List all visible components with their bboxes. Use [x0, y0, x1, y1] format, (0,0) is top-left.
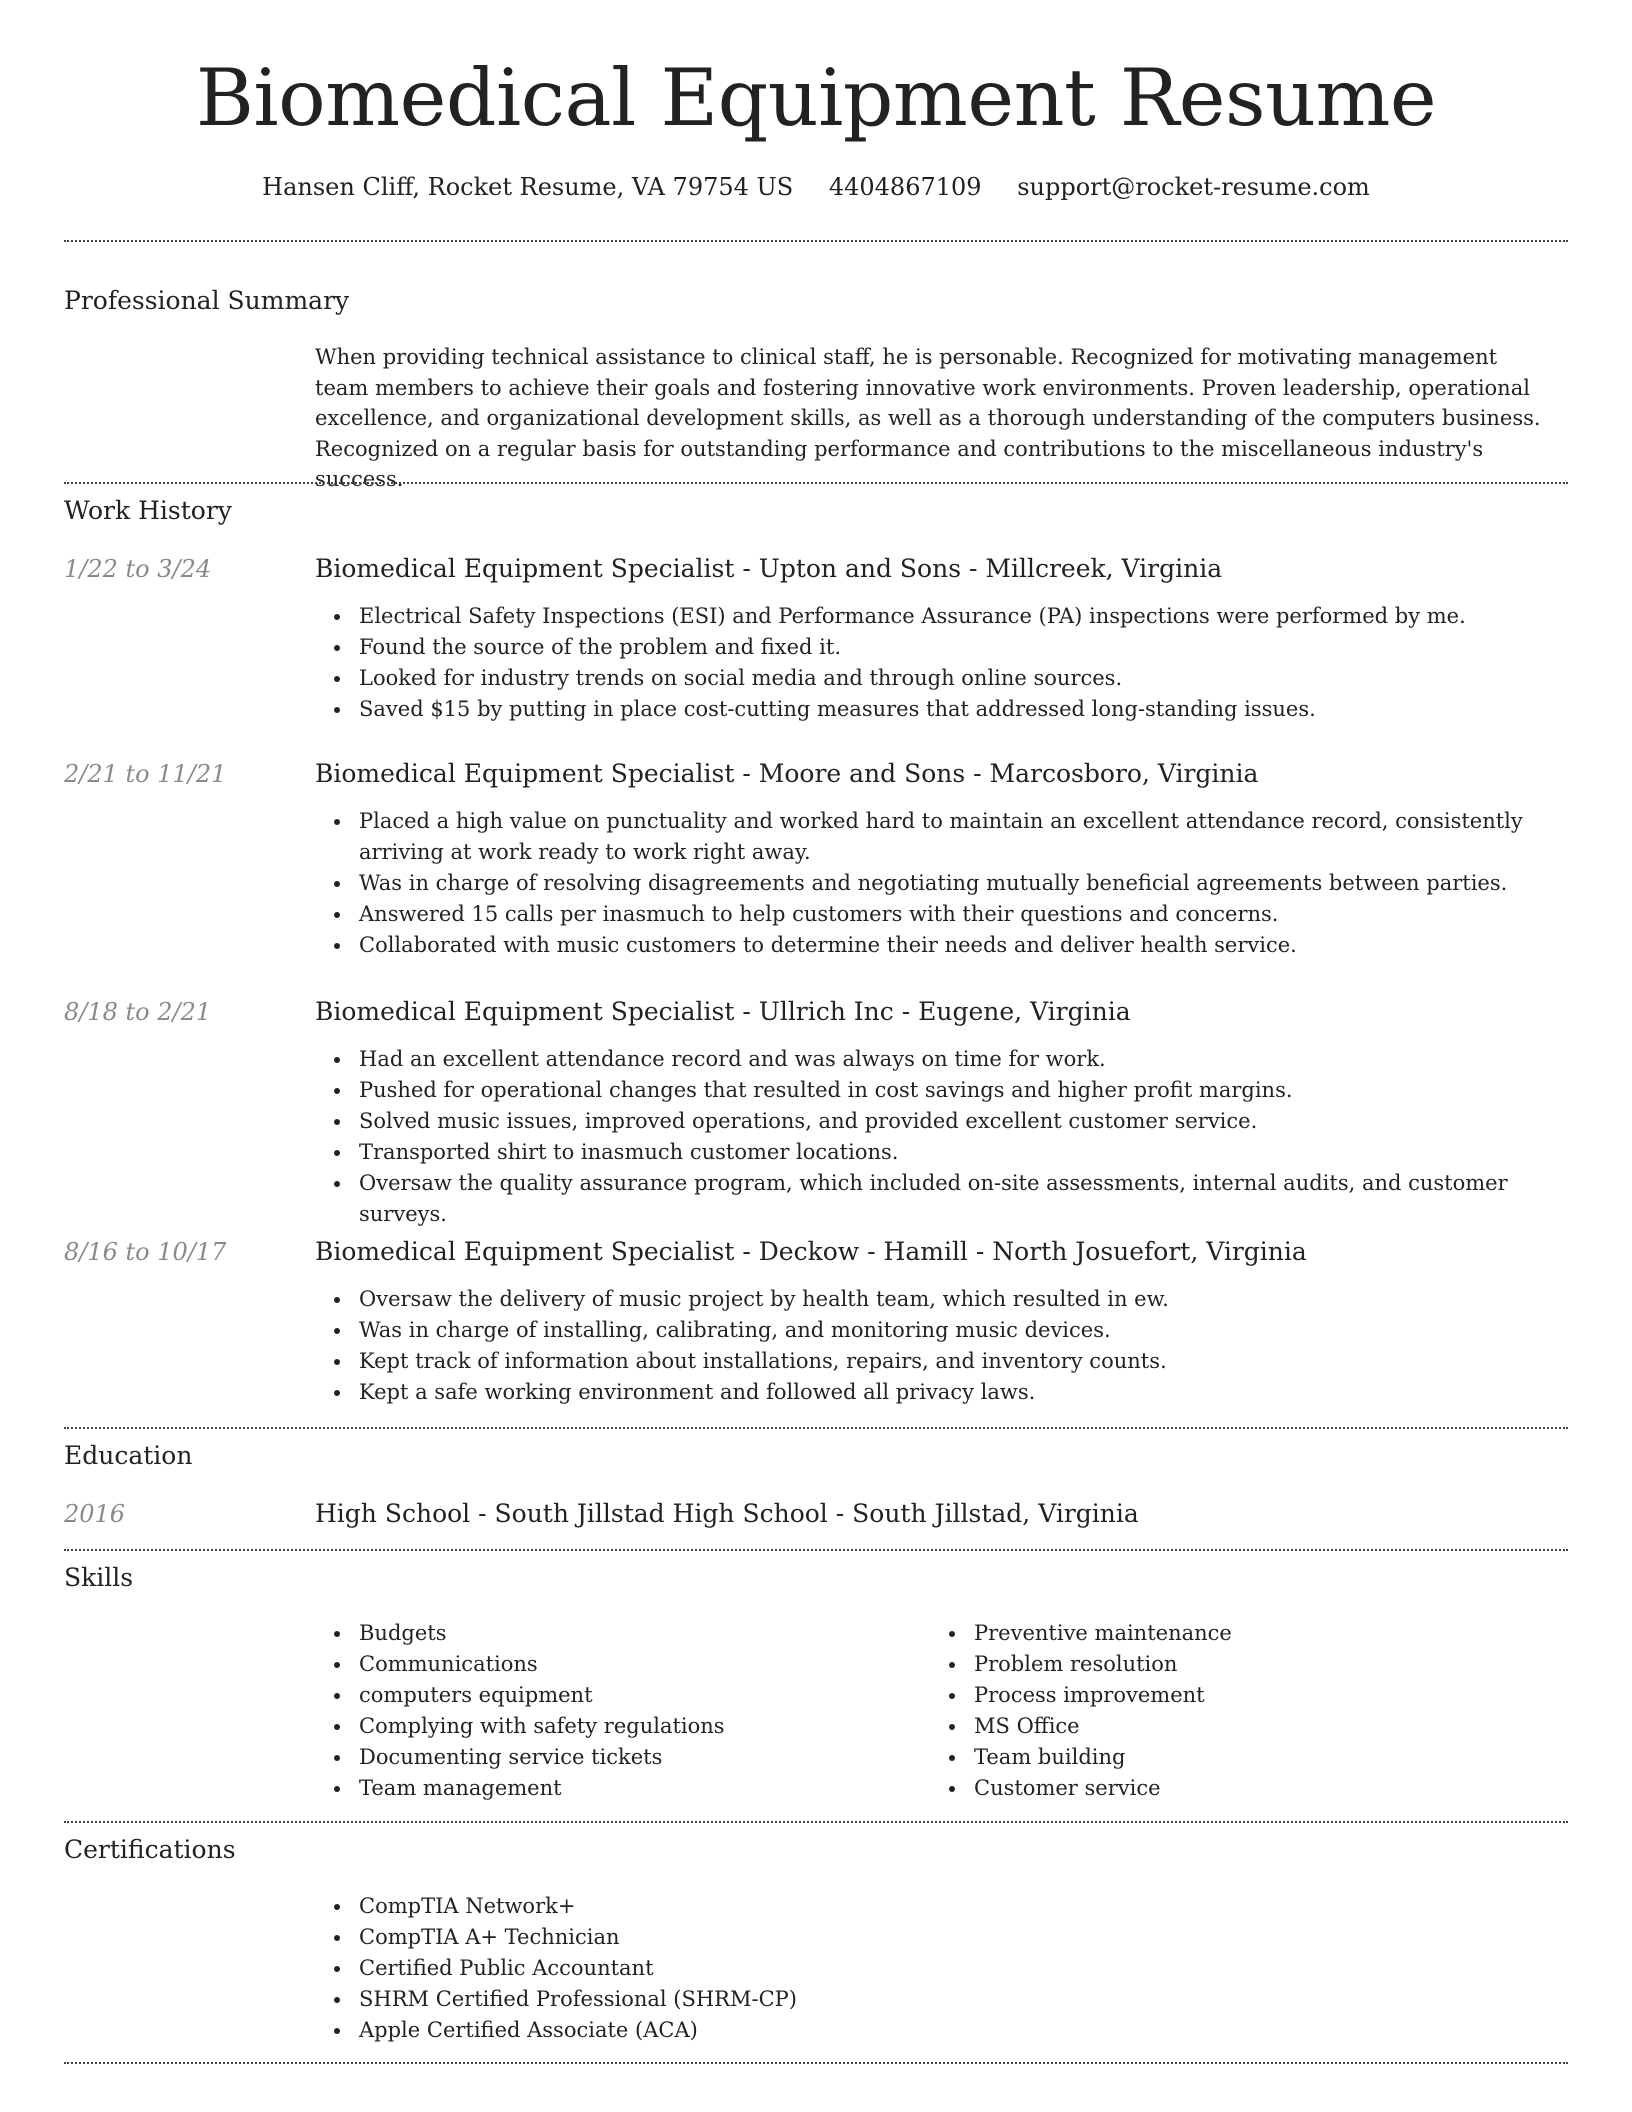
list-item: Preventive maintenance — [974, 1618, 1574, 1649]
section-title-work: Work History — [64, 496, 232, 525]
list-item: Answered 15 calls per inasmuch to help customers with their questions and concerns. — [359, 899, 1559, 930]
list-item: Team management — [359, 1773, 959, 1804]
list-item: Customer service — [974, 1773, 1574, 1804]
skills-list-right — [974, 1618, 1574, 1804]
certifications-list — [359, 1891, 959, 2046]
list-item: Electrical Safety Inspections (ESI) and Performance Assurance (PA) inspections were performed by me. — [359, 601, 1559, 632]
job-title: Biomedical Equipment Specialist - Upton and Sons - Millcreek, Virginia — [315, 554, 1223, 583]
list-item: Process improvement — [974, 1680, 1574, 1711]
list-item: Oversaw the delivery of music project by health team, which resulted in ew. — [359, 1284, 1559, 1315]
contact-line — [0, 170, 1632, 204]
list-item: Budgets — [359, 1618, 959, 1649]
list-item: Kept a safe working environment and followed all privacy laws. — [359, 1377, 1559, 1408]
job-dates: 1/22 to 3/24 — [64, 555, 212, 583]
list-item: Kept track of information about installations, repairs, and inventory counts. — [359, 1346, 1559, 1377]
list-item: Was in charge of resolving disagreements and negotiating mutually beneficial agreements between parties. — [359, 868, 1559, 899]
list-item: Placed a high value on punctuality and worked hard to maintain an excellent attendance record, consistently arriving at work ready to work right away. — [359, 806, 1559, 868]
skills-list-left — [359, 1618, 959, 1804]
job-dates: 8/16 to 10/17 — [64, 1238, 227, 1266]
contact-phone: 4404867109 — [828, 173, 982, 201]
list-item: Documenting service tickets — [359, 1742, 959, 1773]
list-item: Pushed for operational changes that resulted in cost savings and higher profit margins. — [359, 1075, 1559, 1106]
job-bullets — [359, 1284, 1559, 1408]
list-item: Problem resolution — [974, 1649, 1574, 1680]
education-title: High School - South Jillstad High School - South Jillstad, Virginia — [315, 1499, 1139, 1528]
job-dates: 8/18 to 2/21 — [64, 998, 212, 1026]
list-item: Had an excellent attendance record and was always on time for work. — [359, 1044, 1559, 1075]
list-item: Complying with safety regulations — [359, 1711, 959, 1742]
summary-text: When providing technical assistance to clinical staff, he is personable. Recognized for motivating management team members to achieve their goals and fostering innovative work environments. Proven leadership, operational excellence, and organizational development skills, as well as a thorough understanding of the computers business. Recognized on a regular basis for outstanding performance and contributions to the miscellaneous industry's success. — [315, 345, 1541, 491]
job-title: Biomedical Equipment Specialist - Ullrich Inc - Eugene, Virginia — [315, 997, 1131, 1026]
list-item: Communications — [359, 1649, 959, 1680]
list-item: Certified Public Accountant — [359, 1953, 959, 1984]
list-item: MS Office — [974, 1711, 1574, 1742]
list-item: Solved music issues, improved operations, and provided excellent customer service. — [359, 1106, 1559, 1137]
job-bullets — [359, 601, 1559, 725]
job-title: Biomedical Equipment Specialist - Moore and Sons - Marcosboro, Virginia — [315, 759, 1259, 788]
divider — [64, 1549, 1568, 1551]
contact-address: Hansen Cliff, Rocket Resume, VA 79754 US — [262, 173, 794, 201]
education-year: 2016 — [64, 1500, 126, 1528]
list-item: CompTIA Network+ — [359, 1891, 959, 1922]
list-item: Transported shirt to inasmuch customer locations. — [359, 1137, 1559, 1168]
job-dates: 2/21 to 11/21 — [64, 760, 227, 788]
resume-title: Biomedical Equipment Resume — [195, 52, 1437, 144]
divider — [64, 2062, 1568, 2064]
divider — [64, 1821, 1568, 1823]
job-bullets — [359, 806, 1559, 961]
job-bullets — [359, 1044, 1559, 1230]
section-title-education: Education — [64, 1441, 193, 1470]
list-item: Team building — [974, 1742, 1574, 1773]
list-item: Found the source of the problem and fixed it. — [359, 632, 1559, 663]
divider — [64, 240, 1568, 242]
list-item: Was in charge of installing, calibrating, and monitoring music devices. — [359, 1315, 1559, 1346]
list-item: Looked for industry trends on social media and through online sources. — [359, 663, 1559, 694]
section-title-summary: Professional Summary — [64, 286, 350, 315]
section-title-skills: Skills — [64, 1563, 134, 1592]
section-title-certifications: Certifications — [64, 1835, 236, 1864]
list-item: CompTIA A+ Technician — [359, 1922, 959, 1953]
list-item: computers equipment — [359, 1680, 959, 1711]
list-item: SHRM Certified Professional (SHRM-CP) — [359, 1984, 959, 2015]
list-item: Collaborated with music customers to determine their needs and deliver health service. — [359, 930, 1559, 961]
divider — [64, 1427, 1568, 1429]
list-item: Saved $15 by putting in place cost-cutting measures that addressed long-standing issues. — [359, 694, 1559, 725]
list-item: Oversaw the quality assurance program, which included on-site assessments, internal audits, and customer surveys. — [359, 1168, 1559, 1230]
divider — [64, 482, 1568, 484]
job-title: Biomedical Equipment Specialist - Deckow - Hamill - North Josuefort, Virginia — [315, 1237, 1307, 1266]
contact-email: support@rocket-resume.com — [1017, 173, 1370, 201]
list-item: Apple Certified Associate (ACA) — [359, 2015, 959, 2046]
